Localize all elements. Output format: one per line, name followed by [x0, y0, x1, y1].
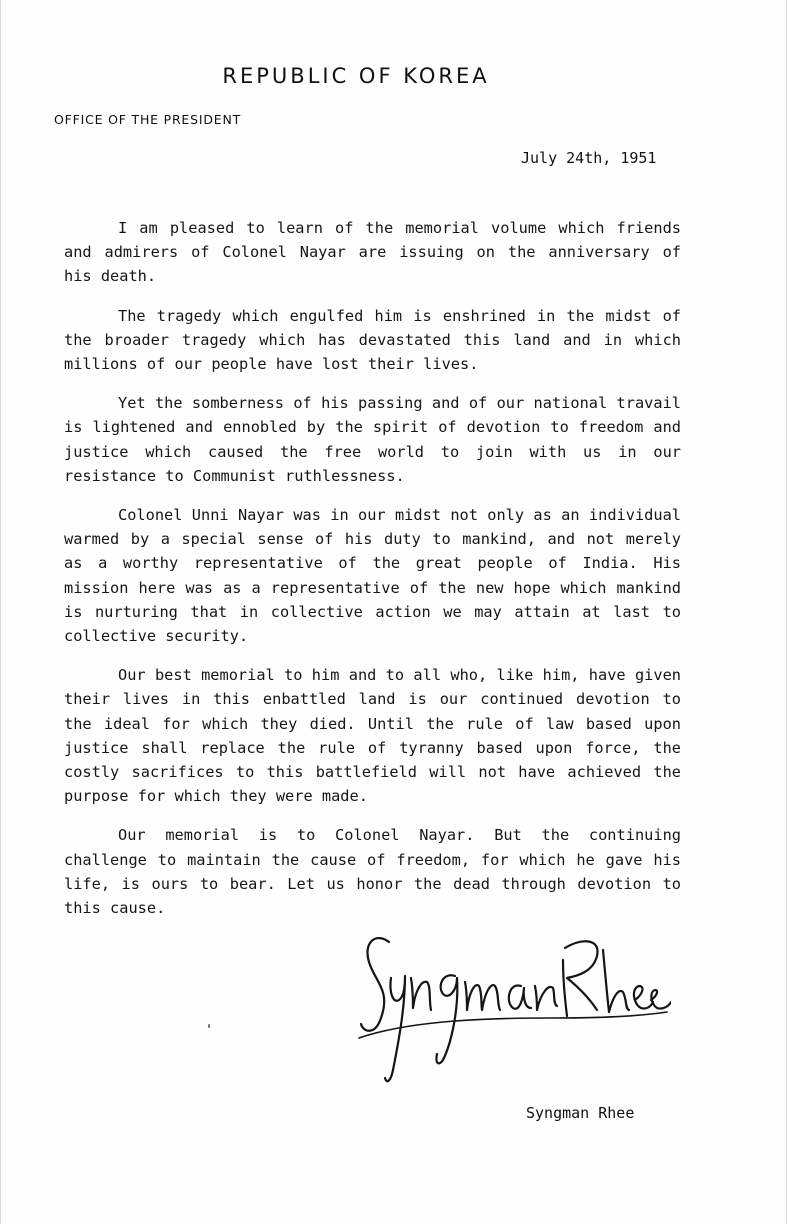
paper-speck [208, 1024, 210, 1028]
paragraph-5: Our best memorial to him and to all who, like him, have given their lives in this enbattled land is our continued devotion to the ideal for which they died. Until the rule of law based upon justice shall replace the rule of tyranny based upon force, the costly sacrifices to this battlefield will not have achieved the purpose for which they were made. [64, 666, 681, 806]
letter-date: July 24th, 1951 [521, 149, 657, 167]
paragraph-3: Yet the somberness of his passing and of our national travail is lightened and ennobled by the spirit of devotion to freedom and justice which caused the free world to join with us in our resistance to Communist ruthlessness. [64, 394, 681, 485]
paragraph-1: I am pleased to learn of the memorial volume which friends and admirers of Colonel Nayar are issuing on the anniversary of his death. [64, 219, 681, 286]
letterhead-title: REPUBLIC OF KOREA [222, 64, 490, 88]
handwritten-signature [351, 920, 671, 1095]
paragraph-6: Our memorial is to Colonel Nayar. But the continuing challenge to maintain the cause of freedom, for which he gave his life, is ours to bear. Let us honor the dead through devotion to this cause. [64, 826, 681, 918]
letter-body [64, 216, 681, 935]
paragraph-2: The tragedy which engulfed him is enshrined in the midst of the broader tragedy which has devastated this land and in which millions of our people have lost their lives. [64, 306, 681, 374]
signer-name: Syngman Rhee [526, 1104, 635, 1122]
paragraph-4: Colonel Unni Nayar was in our midst not only as an individual warmed by a special sense of his duty to mankind, and not merely as a worthy representative of the great people of India. His mission here was as a representative of the new hope which mankind is nurturing that in collective action we may attain at last to collective security. [64, 506, 681, 646]
office-line: OFFICE OF THE PRESIDENT [54, 112, 242, 127]
